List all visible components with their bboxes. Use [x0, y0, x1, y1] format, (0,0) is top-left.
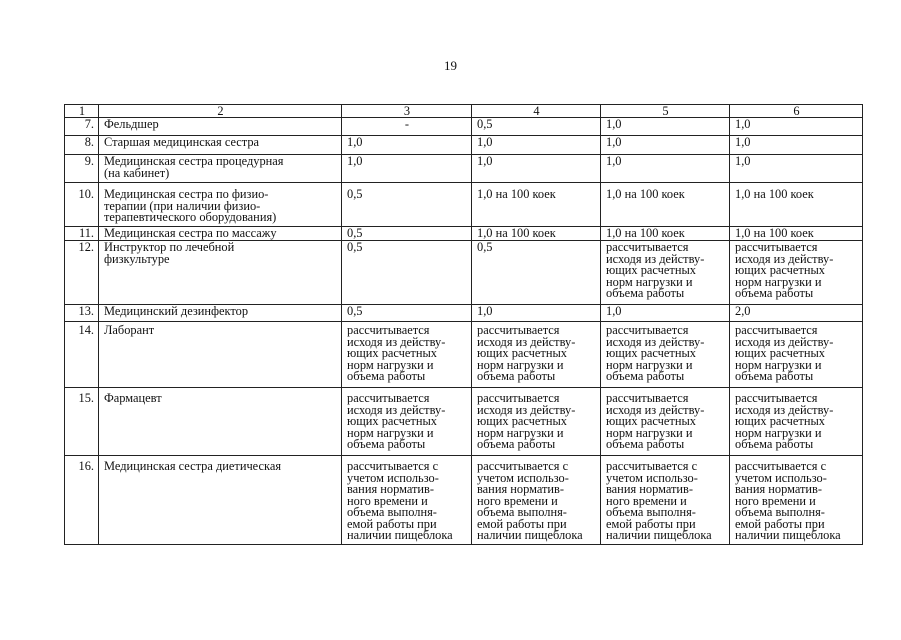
- value-cell: рассчитывается с учетом использо- вания норматив- ного времени и объема выполня- емой работы при наличии пищеблока: [342, 456, 472, 545]
- table-row: [65, 227, 863, 241]
- value-cell: рассчитывается исходя из действу- ющих расчетных норм нагрузки и объема работы: [472, 322, 601, 388]
- table-row: [65, 305, 863, 322]
- table-row: [65, 456, 863, 545]
- value-cell: рассчитывается исходя из действу- ющих расчетных норм нагрузки и объема работы: [342, 322, 472, 388]
- value-cell: 2,0: [730, 305, 863, 322]
- value-cell: 1,0: [472, 155, 601, 183]
- position-name: Лаборант: [99, 322, 342, 388]
- value-cell: рассчитывается исходя из действу- ющих расчетных норм нагрузки и объема работы: [730, 322, 863, 388]
- table-row: [65, 155, 863, 183]
- position-name: Медицинская сестра процедурная (на кабинет): [99, 155, 342, 183]
- position-name: Старшая медицинская сестра: [99, 136, 342, 155]
- position-name: Фармацевт: [99, 388, 342, 456]
- value-cell: 1,0: [342, 136, 472, 155]
- row-number: 16.: [65, 456, 99, 545]
- value-cell: 0,5: [342, 227, 472, 241]
- value-cell: рассчитывается исходя из действу- ющих расчетных норм нагрузки и объема работы: [601, 388, 730, 456]
- row-number: 11.: [65, 227, 99, 241]
- position-name: Инструктор по лечебной физкультуре: [99, 241, 342, 305]
- value-cell: 1,0 на 100 коек: [601, 183, 730, 227]
- value-cell: 1,0: [601, 155, 730, 183]
- row-number: 7.: [65, 118, 99, 136]
- value-cell: 1,0 на 100 коек: [472, 183, 601, 227]
- row-number: 8.: [65, 136, 99, 155]
- value-cell: 0,5: [472, 118, 601, 136]
- value-cell: рассчитывается исходя из действу- ющих расчетных норм нагрузки и объема работы: [342, 388, 472, 456]
- value-cell: 0,5: [472, 241, 601, 305]
- value-cell: 1,0: [730, 155, 863, 183]
- value-cell: 1,0 на 100 коек: [730, 183, 863, 227]
- table-row: [65, 388, 863, 456]
- value-cell: 0,5: [342, 241, 472, 305]
- table-header-row: [65, 105, 863, 118]
- value-cell: рассчитывается с учетом использо- вания норматив- ного времени и объема выполня- емой работы при наличии пищеблока: [472, 456, 601, 545]
- value-cell: рассчитывается исходя из действу- ющих расчетных норм нагрузки и объема работы: [601, 241, 730, 305]
- row-number: 13.: [65, 305, 99, 322]
- position-name: Фельдшер: [99, 118, 342, 136]
- table-row: [65, 118, 863, 136]
- row-number: 15.: [65, 388, 99, 456]
- value-cell: 0,5: [342, 305, 472, 322]
- row-number: 12.: [65, 241, 99, 305]
- header-cell: 3: [342, 105, 472, 118]
- value-cell: 1,0: [601, 118, 730, 136]
- header-cell: 6: [730, 105, 863, 118]
- value-cell: 1,0: [342, 155, 472, 183]
- value-cell: 1,0: [472, 136, 601, 155]
- row-number: 14.: [65, 322, 99, 388]
- value-cell: 1,0 на 100 коек: [472, 227, 601, 241]
- value-cell: 1,0: [601, 136, 730, 155]
- table-row: [65, 136, 863, 155]
- value-cell: рассчитывается исходя из действу- ющих расчетных норм нагрузки и объема работы: [730, 241, 863, 305]
- value-cell: 1,0: [730, 118, 863, 136]
- value-cell: 0,5: [342, 183, 472, 227]
- table-row: [65, 183, 863, 227]
- value-cell: 1,0 на 100 коек: [730, 227, 863, 241]
- value-cell: рассчитывается исходя из действу- ющих расчетных норм нагрузки и объема работы: [472, 388, 601, 456]
- header-cell: 5: [601, 105, 730, 118]
- position-name: Медицинская сестра диетическая: [99, 456, 342, 545]
- value-cell: рассчитывается с учетом использо- вания норматив- ного времени и объема выполня- емой работы при наличии пищеблока: [601, 456, 730, 545]
- value-cell: рассчитывается с учетом использо- вания норматив- ного времени и объема выполня- емой работы при наличии пищеблока: [730, 456, 863, 545]
- position-name: Медицинская сестра по массажу: [99, 227, 342, 241]
- row-number: 9.: [65, 155, 99, 183]
- value-cell: 1,0: [730, 136, 863, 155]
- value-cell: рассчитывается исходя из действу- ющих расчетных норм нагрузки и объема работы: [730, 388, 863, 456]
- value-cell: -: [342, 118, 472, 136]
- value-cell: рассчитывается исходя из действу- ющих расчетных норм нагрузки и объема работы: [601, 322, 730, 388]
- header-cell: 2: [99, 105, 342, 118]
- table-row: [65, 322, 863, 388]
- table-row: [65, 241, 863, 305]
- value-cell: 1,0 на 100 коек: [601, 227, 730, 241]
- value-cell: 1,0: [601, 305, 730, 322]
- position-name: Медицинская сестра по физио- терапии (при наличии физио- терапевтического оборудования): [99, 183, 342, 227]
- staffing-table: [64, 104, 863, 545]
- header-cell: 4: [472, 105, 601, 118]
- position-name: Медицинский дезинфектор: [99, 305, 342, 322]
- row-number: 10.: [65, 183, 99, 227]
- header-cell: 1: [65, 105, 99, 118]
- page-number: 19: [444, 58, 457, 73]
- value-cell: 1,0: [472, 305, 601, 322]
